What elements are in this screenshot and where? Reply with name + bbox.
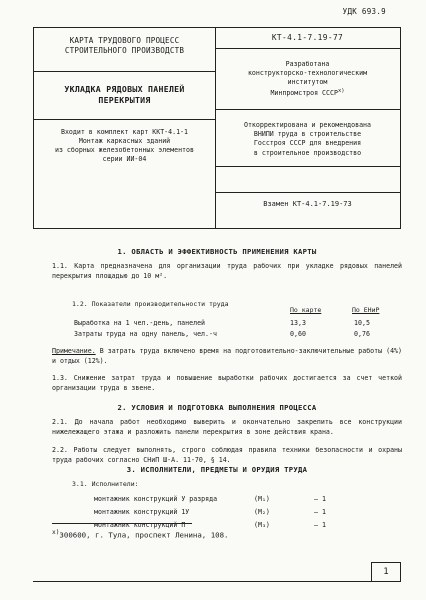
note: Примечание. В затрать труда включено время на подготовительно-заключительные работы (4%) и отдых (12%). <box>52 347 402 365</box>
footnote-divider <box>52 523 192 524</box>
para-3-1: 3.1. Исполнители: <box>72 480 139 488</box>
udk-code: УДК 693.9 <box>342 7 386 16</box>
productivity-table <box>74 317 394 339</box>
para-2-1: 2.1. До начала работ необходимо выверить и окончательно закрепить все конструкции нижележащего этажа и разложить панели перекрытия в зоне действия крана. <box>52 418 402 436</box>
footnote: $^{x)}$300600, г. Тула, проспект Ленина, 108. <box>52 529 229 540</box>
card-code: КТ-4.1-7.19-77 <box>271 33 344 42</box>
table-row: Затраты труда на одну панель, чел.-ч 0,60 0,76 <box>74 329 370 338</box>
org-title: КАРТА ТРУДОВОГО ПРОЦЕСС СТРОИТЕЛЬНОГО ПРОИЗВОДСТВ <box>64 36 185 55</box>
list-item: монтажник конструкций У разряда (М₁) – 1 <box>94 494 326 503</box>
table-row: Выработка на 1 чел.-день, панелей 13,3 10,5 <box>74 318 370 327</box>
corrected-by: Откорректирована и рекомендована ВНИПИ труда в строительстве Госстроя СССР для внедрения в строительное производство <box>243 121 372 157</box>
workers-list <box>94 492 326 531</box>
included-in: Входит в комплект карт ККТ-4.1-1 Монтаж каркасных зданий из сборных железобетонных элементов серии ИИ-04 <box>55 128 194 163</box>
para-2-2: 2.2. Работы следует выполнять, строго соблюдая правила техники безопасности и охраны труда рабочих согласно СНиП Ш-А. 11-70, § 14. <box>52 446 402 464</box>
section-2-title: 2. УСЛОВИЯ И ПОДГОТОВКА ВЫПОЛНЕНИЯ ПРОЦЕССА <box>117 403 317 412</box>
para-1-3: 1.3. Снижение затрат труда и повышение выработки рабочих достигается за счет четкой организации труда в звене. <box>52 374 402 392</box>
col-enir: По ЕНиР <box>352 306 380 314</box>
para-1-2-label: 1.2. Показатели производительности труда <box>72 300 229 308</box>
work-title: УКЛАДКА РЯДОВЫХ ПАНЕЛЕЙ ПЕРЕКРЫТИЯ <box>64 84 185 105</box>
developed-by: Разработана конструкторско-технологическим институтом Минпромстроя СССР$^{x)}$ <box>247 60 368 97</box>
page-number: 1 <box>371 562 401 582</box>
bottom-rule <box>33 581 401 582</box>
section-1-title: 1. ОБЛАСТЬ И ЭФФЕКТИВНОСТЬ ПРИМЕНЕНИЯ КАРТЫ <box>117 247 317 256</box>
header-table <box>33 27 401 229</box>
col-card: По карте <box>290 306 322 314</box>
list-item: монтажник конструкций 1У (М₂) – 1 <box>94 507 326 516</box>
list-item: монтажник конструкций П (М₃) – 1 <box>94 520 326 529</box>
replaces: Взамен КТ-4.1-7.19-73 <box>263 200 352 208</box>
section-3-title: 3. ИСПОЛНИТЕЛИ, ПРЕДМЕТЫ И ОРУДИЯ ТРУДА <box>126 465 308 474</box>
para-1-1: 1.1. Карта предназначена для организации труда рабочих при укладке рядовых панелей перекрытия площадью до 10 м². <box>52 262 402 280</box>
